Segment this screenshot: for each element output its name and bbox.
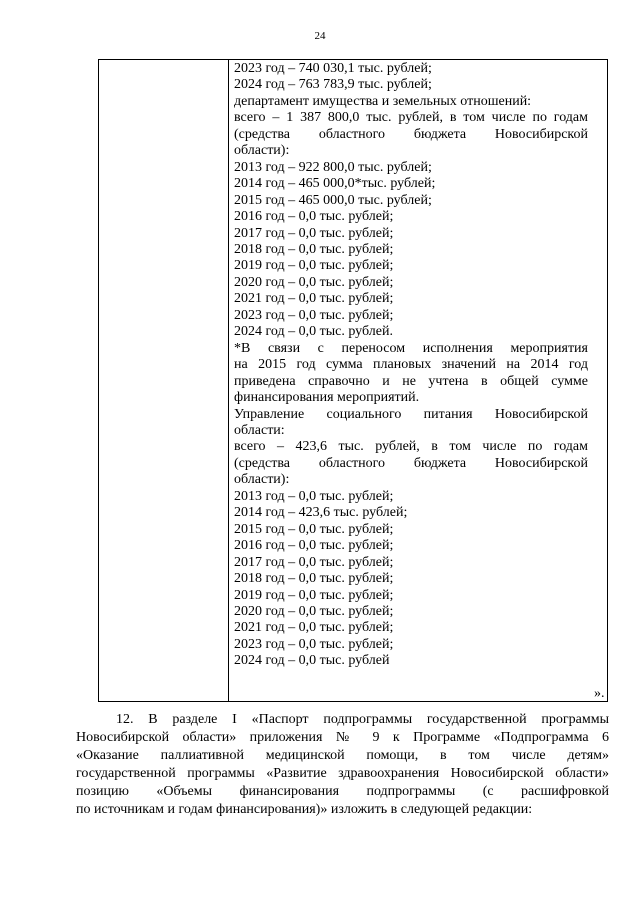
table-line: области): — [234, 143, 290, 159]
amendment-paragraph — [76, 711, 609, 819]
table-line: на 2015 год сумма плановых значений на 2014 год — [234, 357, 588, 373]
table-line: 2016 год – 0,0 тыс. рублей; — [234, 538, 394, 554]
table-line: 2021 год – 0,0 тыс. рублей; — [234, 620, 394, 636]
table-line: 2023 год – 0,0 тыс. рублей; — [234, 307, 394, 323]
table-line: (средства областного бюджета Новосибирской — [234, 126, 588, 142]
table-line: 2013 год – 0,0 тыс. рублей; — [234, 488, 394, 504]
page-number: 24 — [314, 30, 326, 42]
table-line: 2023 год – 0,0 тыс. рублей; — [234, 636, 394, 652]
table-line: 2015 год – 0,0 тыс. рублей; — [234, 521, 394, 537]
table-line: 2024 год – 0,0 тыс. рублей. — [234, 324, 393, 340]
table-line: 2015 год – 465 000,0 тыс. рублей; — [234, 192, 432, 208]
table-line: 2019 год – 0,0 тыс. рублей; — [234, 587, 394, 603]
table-line: всего – 1 387 800,0 тыс. рублей, в том числе по годам — [234, 110, 588, 126]
table-line: 2024 год – 0,0 тыс. рублей — [234, 653, 390, 669]
table-line: области: — [234, 422, 285, 438]
table-line: всего – 423,6 тыс. рублей, в том числе по годам — [234, 439, 588, 455]
table-line: 2018 год – 0,0 тыс. рублей; — [234, 241, 394, 257]
paragraph-line: позицию «Объемы финансирования подпрограммы (с расшифровкой — [76, 784, 609, 799]
table-line: департамент имущества и земельных отношений: — [234, 93, 532, 109]
financing-cell-text — [234, 61, 588, 670]
closing-quote-mark: ». — [594, 686, 605, 701]
paragraph-line: «Оказание паллиативной медицинской помощи, в том числе детям» — [76, 748, 609, 763]
table-line: Управление социального питания Новосибирской — [234, 406, 588, 422]
table-line: *В связи с переносом исполнения мероприятия — [234, 340, 588, 356]
table-line: 2023 год – 740 030,1 тыс. рублей; — [234, 61, 432, 76]
table-line: 2019 год – 0,0 тыс. рублей; — [234, 258, 394, 274]
paragraph-line: по источникам и годам финансирования)» изложить в следующей редакции: — [76, 802, 533, 817]
table-line: финансирования мероприятий. — [234, 390, 420, 406]
table-line: 2024 год – 763 783,9 тыс. рублей; — [234, 77, 432, 93]
table-line: (средства областного бюджета Новосибирской — [234, 455, 588, 471]
table-line: 2018 год – 0,0 тыс. рублей; — [234, 571, 394, 587]
paragraph-line: государственной программы «Развитие здравоохранения Новосибирской области» — [76, 766, 609, 781]
table-line: приведена справочно и не учтена в общей сумме — [234, 373, 588, 389]
paragraph-line: 12. В разделе I «Паспорт подпрограммы государственной программы — [116, 712, 609, 727]
table-line: 2017 год – 0,0 тыс. рублей; — [234, 225, 394, 241]
table-line: области): — [234, 472, 290, 488]
table-line: 2014 год – 423,6 тыс. рублей; — [234, 505, 408, 521]
paragraph-line: Новосибирской области» приложения № 9 к Программе «Подпрограмма 6 — [76, 730, 609, 745]
table-line: 2020 год – 0,0 тыс. рублей; — [234, 603, 394, 619]
table-column-divider — [228, 60, 229, 701]
table-line: 2020 год – 0,0 тыс. рублей; — [234, 274, 394, 290]
table-line: 2013 год – 922 800,0 тыс. рублей; — [234, 159, 432, 175]
table-line: 2021 год – 0,0 тыс. рублей; — [234, 291, 394, 307]
table-line: 2014 год – 465 000,0*тыс. рублей; — [234, 176, 436, 192]
table-line: 2016 год – 0,0 тыс. рублей; — [234, 209, 394, 225]
table-line: 2017 год – 0,0 тыс. рублей; — [234, 554, 394, 570]
